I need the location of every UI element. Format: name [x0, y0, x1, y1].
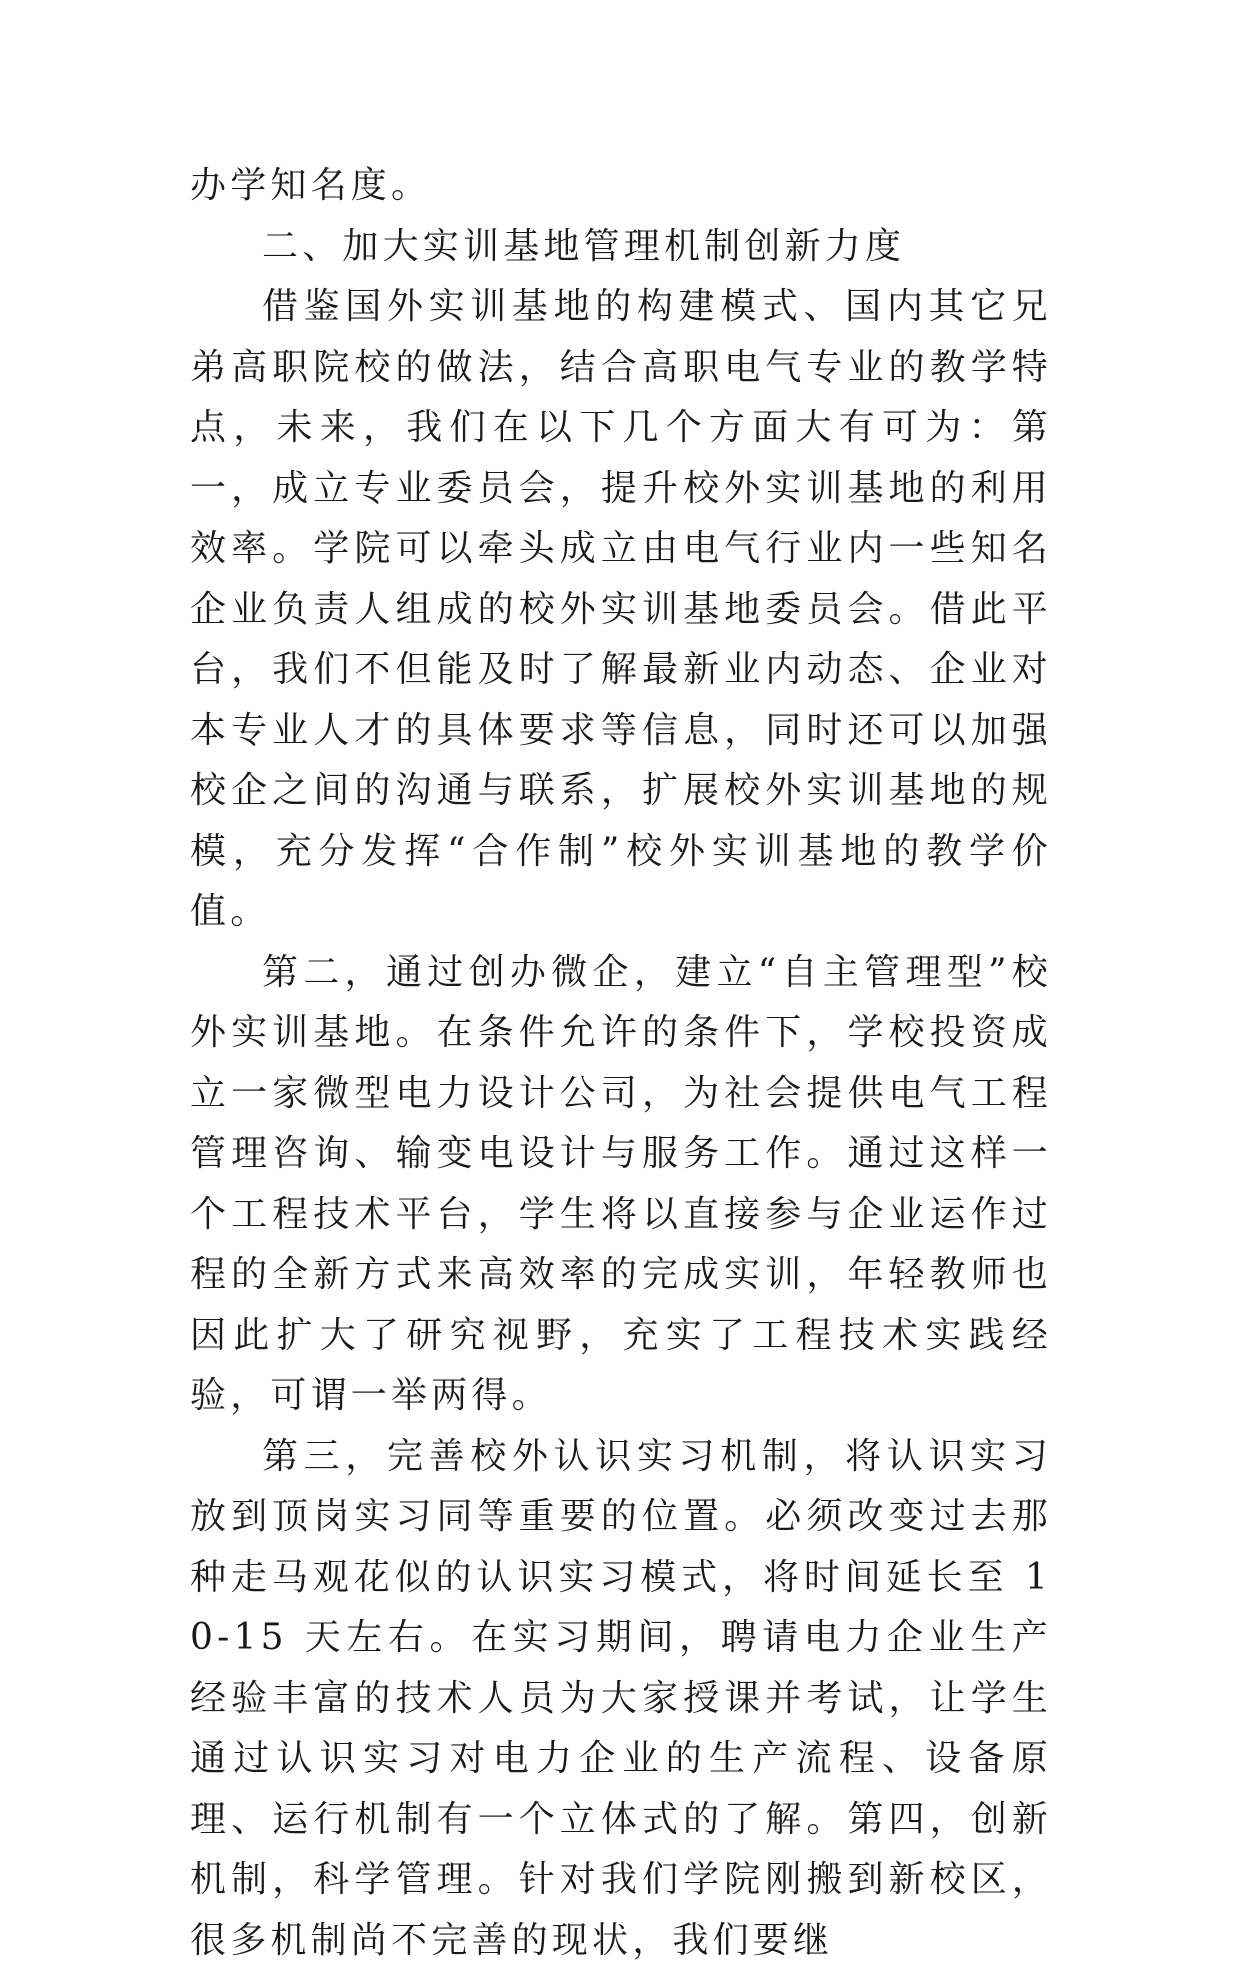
paragraph: 第二，通过创办微企，建立“自主管理型”校外实训基地。在条件允许的条件下，学校投资成立一家微型电力设计公司，为社会提供电气工程管理咨询、输变电设计与服务工作。通过这样一个工程技术平台，学生将以直接参与企业运作过程的全新方式来高效率的完成实训，年轻教师也因此扩大了研究视野，充实了工程技术实践经验，可谓一举两得。 [190, 943, 1052, 1427]
paragraph-continuation: 办学知名度。 [190, 156, 1052, 217]
paragraph: 第三，完善校外认识实习机制，将认识实习放到顶岗实习同等重要的位置。必须改变过去那种走马观花似的认识实习模式，将时间延长至 10-15 天左右。在实习期间，聘请电力企业生产经验丰富的技术人员为大家授课并考试，让学生通过认识实习对电力企业的生产流程、设备原理、运行机制有一个立体式的了解。第四，创新机制，科学管理。针对我们学院刚搬到新校区，很多机制尚不完善的现状，我们要继 [190, 1427, 1052, 1971]
section-heading: 二、加大实训基地管理机制创新力度 [190, 217, 1052, 278]
paragraph: 借鉴国外实训基地的构建模式、国内其它兄弟高职院校的做法，结合高职电气专业的教学特点，未来，我们在以下几个方面大有可为：第一，成立专业委员会，提升校外实训基地的利用效率。学院可以牵头成立由电气行业内一些知名企业负责人组成的校外实训基地委员会。借此平台，我们不但能及时了解最新业内动态、企业对本专业人才的具体要求等信息，同时还可以加强校企之间的沟通与联系，扩展校外实训基地的规模，充分发挥“合作制”校外实训基地的教学价值。 [190, 277, 1052, 943]
document-body [190, 156, 1052, 1971]
